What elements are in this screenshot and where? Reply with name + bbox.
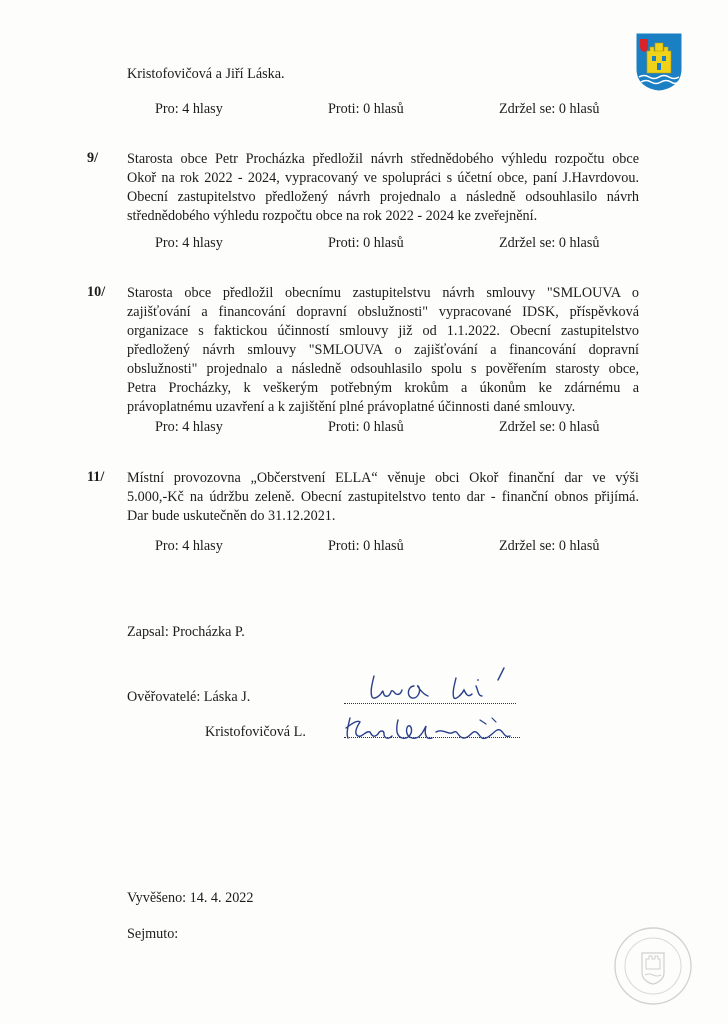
signature-laska-icon [360,664,520,708]
vote-zdrzel: Zdržel se: 0 hlasů [499,538,600,554]
item-line: 5.000,-Kč na údržbu zeleně. Obecní zastupitelstvo tento dar - finanční obnos přijímá. [127,489,639,505]
item-line: Starosta obce předložil obecnímu zastupitelstvu návrh smlouvy "SMLOUVA o [127,285,639,301]
vote-pro: Pro: 4 hlasy [155,419,223,435]
item-text [127,284,639,417]
item-line: právoplatnému uzavření a k zajištění plné právoplatné účinnosti dané smlouvy. [127,399,576,415]
item-line: střednědobého výhledu rozpočtu obce na rok 2022 - 2024 ke zveřejnění. [127,208,538,224]
overovatele-label: Ověřovatelé: Láska J. [127,689,251,705]
zapsal-text: Zapsal: Procházka P. [127,624,245,640]
item-line: Obecní zastupitelstvo předložený návrh projednalo a následně odsouhlasilo návrh [127,189,639,205]
sejmuto-text: Sejmuto: [127,926,179,942]
item-line: organizace s faktickou účinností smlouvy již od 1.1.2022. Obecní zastupitelstvo [127,323,639,339]
vote-proti: Proti: 0 hlasů [328,538,404,554]
item-line: zajišťování a financování dopravní obslužnosti" vypracované IDSK, příspěvková [127,304,639,320]
item-line: Dar bude uskutečněn do 31.12.2021. [127,508,336,524]
vote-pro: Pro: 4 hlasy [155,101,223,117]
vote-pro: Pro: 4 hlasy [155,538,223,554]
vote-zdrzel: Zdržel se: 0 hlasů [499,419,600,435]
vote-proti: Proti: 0 hlasů [328,235,404,251]
vote-row [155,101,615,120]
item-text [127,469,639,526]
item-number: 10/ [87,284,106,300]
vote-zdrzel: Zdržel se: 0 hlasů [499,101,600,117]
signature-kristofovicova-icon [340,708,522,748]
header-fragment: Kristofovičová a Jiří Láska. [127,66,285,82]
item-line: předložený návrh smlouvy "SMLOUVA o zajišťování a financování dopravní [127,342,639,358]
item-number: 11/ [87,469,105,485]
overovatel-2: Kristofovičová L. [205,724,306,740]
item-line: Petra Procházky, k veškerým potřebným krokům a úkonům ke zdárnému a [127,380,639,396]
item-number: 9/ [87,150,99,166]
municipal-crest-icon [636,33,682,91]
vote-zdrzel: Zdržel se: 0 hlasů [499,235,600,251]
vote-proti: Proti: 0 hlasů [328,101,404,117]
item-line: Místní provozovna „Občerstvení ELLA“ věnuje obci Okoř finanční dar ve výši [127,470,639,486]
official-stamp-icon [612,925,694,1007]
vote-row [155,235,615,254]
item-line: Okoř na rok 2022 - 2024, vypracovaný ve spolupráci s účetní obce, paní J.Havrdovou. [127,170,639,186]
item-line: Starosta obce Petr Procházka předložil návrh střednědobého výhledu rozpočtu obce [127,151,639,167]
item-text [127,150,639,226]
vote-proti: Proti: 0 hlasů [328,419,404,435]
vote-row [155,538,615,557]
vote-pro: Pro: 4 hlasy [155,235,223,251]
vyveseno-text: Vyvěšeno: 14. 4. 2022 [127,890,254,906]
item-line: obslužnosti" projednalo a následně odsouhlasilo spolu s pověřením starosty obce, [127,361,639,377]
vote-row [155,419,615,438]
